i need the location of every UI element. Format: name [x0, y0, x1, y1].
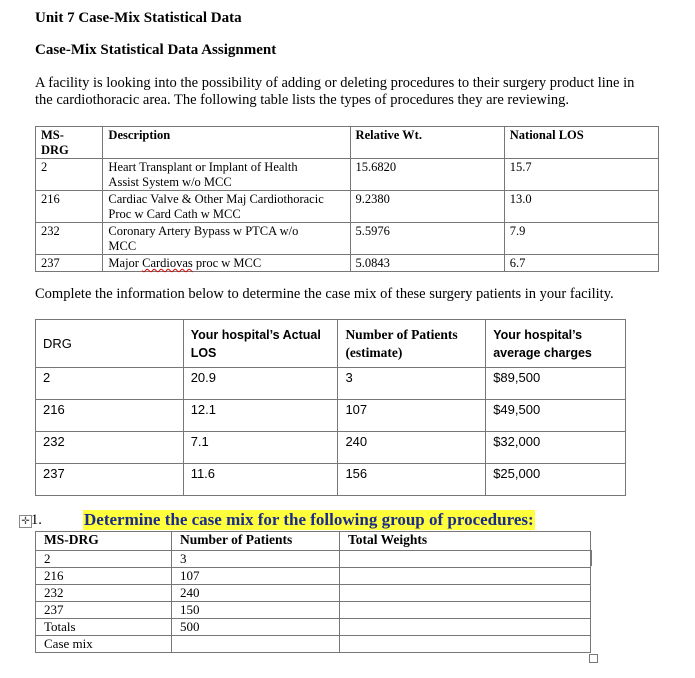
spelling-error-word[interactable]: Cardiovas: [142, 256, 193, 270]
cell-patients[interactable]: [172, 636, 340, 653]
cell-weight: 5.0843: [350, 255, 504, 272]
cell-los: 13.0: [504, 191, 658, 223]
table-header-row: [36, 127, 659, 159]
cell-weight: 5.5976: [350, 223, 504, 255]
table-row: [36, 368, 626, 400]
table-row: [36, 255, 659, 272]
cell-total-weights[interactable]: [339, 551, 590, 568]
cell-los: 12.1: [183, 400, 338, 432]
cell-drg: 216: [36, 191, 103, 223]
cell-los: 7.9: [504, 223, 658, 255]
cell-los: 20.9: [183, 368, 338, 400]
cell-total-weights[interactable]: [339, 568, 590, 585]
row-end-marker: [591, 550, 592, 566]
table-row: [36, 223, 659, 255]
cell-los: 7.1: [183, 432, 338, 464]
table-header-row: [36, 320, 626, 368]
intro-line-1: A facility is looking into the possibility of adding or deleting procedures to their surgery product line in: [35, 75, 635, 91]
cell-drg: 237: [36, 464, 184, 496]
header-actual-los: Your hospital’s Actual LOS: [183, 320, 338, 368]
cell-drg: 2: [36, 551, 172, 568]
cell-patients: 240: [338, 432, 486, 464]
table-row: [36, 551, 591, 568]
cell-los: 15.7: [504, 159, 658, 191]
table-move-handle-icon[interactable]: ✛: [19, 515, 32, 528]
question-text: Determine the case mix for the following group of procedures:: [84, 510, 534, 529]
cell-description: Coronary Artery Bypass w PTCA w/o MCC: [103, 223, 350, 255]
cell-drg: 237: [36, 255, 103, 272]
table-header-row: [36, 532, 591, 551]
cell-weight: 9.2380: [350, 191, 504, 223]
table-row-case-mix: [36, 636, 591, 653]
cell-drg: 216: [36, 400, 184, 432]
header-average-charges: Your hospital’s average charges: [486, 320, 626, 368]
header-relative-wt: Relative Wt.: [350, 127, 504, 159]
header-number-of-patients: Number of Patients: [172, 532, 340, 551]
header-national-los: National LOS: [504, 127, 658, 159]
intro-paragraph: [35, 75, 655, 109]
cell-charges: $89,500: [486, 368, 626, 400]
cell-patients: 150: [172, 602, 340, 619]
cell-description: Major Cardiovas proc w MCC: [103, 255, 350, 272]
hospital-data-table: [35, 319, 626, 496]
cell-drg: 232: [36, 223, 103, 255]
cell-patients: 500: [172, 619, 340, 636]
cell-patients: 240: [172, 585, 340, 602]
cell-patients: 3: [172, 551, 340, 568]
cell-drg: 216: [36, 568, 172, 585]
cell-patients: 3: [338, 368, 486, 400]
table-row-totals: [36, 619, 591, 636]
procedures-table: [35, 126, 659, 272]
table-row: [36, 585, 591, 602]
cell-patients: 107: [172, 568, 340, 585]
table-row: [36, 602, 591, 619]
cell-los: 11.6: [183, 464, 338, 496]
table-row: [36, 464, 626, 496]
table-row: [36, 191, 659, 223]
intro-line-2: the cardiothoracic area. The following table lists the types of procedures they are reviewing.: [35, 92, 570, 108]
cell-total-weights[interactable]: [339, 602, 590, 619]
cell-total-weights[interactable]: [339, 619, 590, 636]
instruction-text: Complete the information below to determine the case mix of these surgery patients in your facility.: [35, 286, 614, 302]
header-ms-drg: MS- DRG: [36, 127, 103, 159]
header-description: Description: [103, 127, 350, 159]
cell-patients: 156: [338, 464, 486, 496]
cell-drg: 2: [36, 368, 184, 400]
cell-drg: Case mix: [36, 636, 172, 653]
cell-drg: 237: [36, 602, 172, 619]
cell-drg: 232: [36, 585, 172, 602]
header-ms-drg: MS-DRG: [36, 532, 172, 551]
assignment-title: Case-Mix Statistical Data Assignment: [35, 42, 277, 58]
cell-total-weights[interactable]: [339, 636, 590, 653]
header-total-weights: Total Weights: [339, 532, 590, 551]
cell-total-weights[interactable]: [339, 585, 590, 602]
cell-charges: $25,000: [486, 464, 626, 496]
cell-charges: $49,500: [486, 400, 626, 432]
cell-los: 6.7: [504, 255, 658, 272]
table-row: [36, 432, 626, 464]
cell-drg: 2: [36, 159, 103, 191]
cell-charges: $32,000: [486, 432, 626, 464]
table-row: [36, 159, 659, 191]
header-drg: DRG: [36, 320, 184, 368]
cell-drg: 232: [36, 432, 184, 464]
cell-weight: 15.6820: [350, 159, 504, 191]
case-mix-table: [35, 531, 591, 653]
question-number: 1.: [31, 512, 42, 528]
document-title: Unit 7 Case-Mix Statistical Data: [35, 10, 242, 26]
table-row: [36, 400, 626, 432]
cell-description: Heart Transplant or Implant of Health Assist System w/o MCC: [103, 159, 350, 191]
table-resize-handle-icon[interactable]: [589, 654, 598, 663]
cell-description: Cardiac Valve & Other Maj Cardiothoracic Proc w Card Cath w MCC: [103, 191, 350, 223]
table-row: [36, 568, 591, 585]
header-number-of-patients: Number of Patients (estimate): [338, 320, 486, 368]
cell-drg: Totals: [36, 619, 172, 636]
cell-patients: 107: [338, 400, 486, 432]
